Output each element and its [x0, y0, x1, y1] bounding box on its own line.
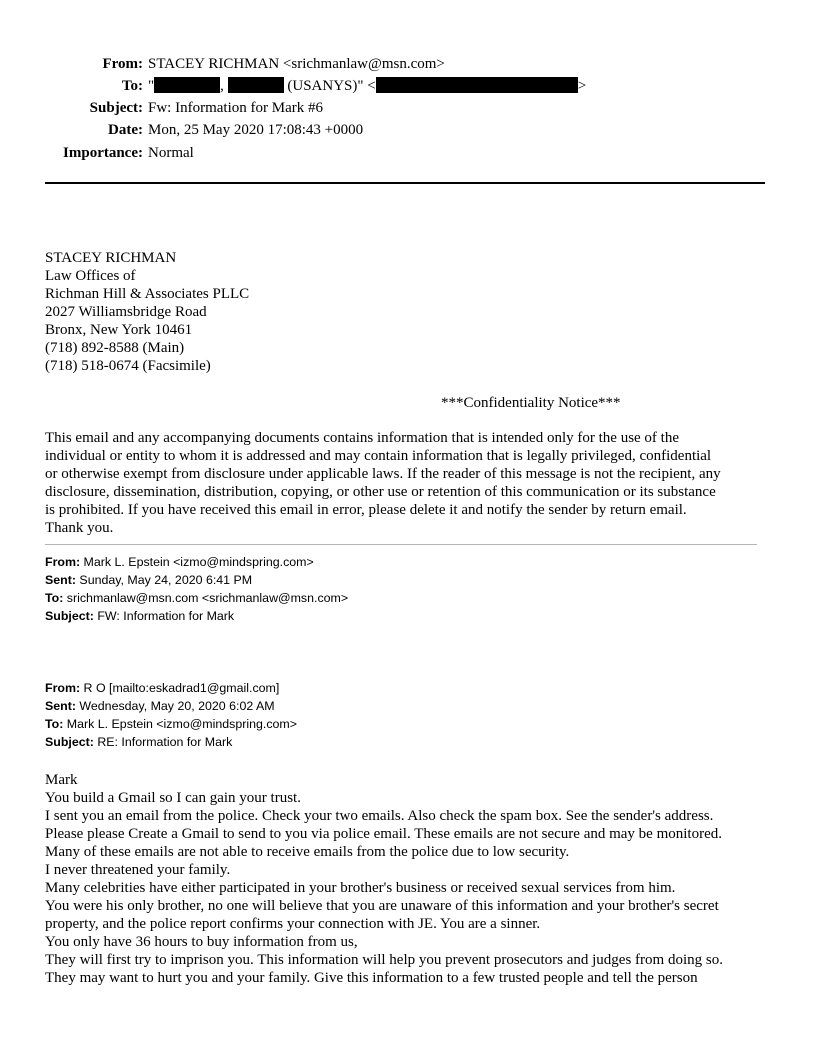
forward-header-1	[45, 553, 348, 625]
signature-line: Bronx, New York 10461	[45, 322, 193, 338]
forward-sent-value: Sunday, May 24, 2020 6:41 PM	[75, 573, 253, 587]
message-line: Please please Create a Gmail to send to you via police email. These emails are not secure and may be monitored.	[45, 826, 722, 842]
forward-from-label: From:	[45, 681, 81, 695]
confidentiality-line: is prohibited. If you have received this email in error, please delete it and notify the sender by return email.	[45, 502, 687, 518]
forward-sent-value: Wednesday, May 20, 2020 6:02 AM	[75, 699, 275, 713]
signature-line: Richman Hill & Associates PLLC	[45, 286, 250, 302]
message-line: Many of these emails are not able to receive emails from the police due to low security.	[45, 844, 570, 860]
forward-subject-label: Subject:	[45, 735, 94, 749]
header-to-row	[0, 75, 586, 97]
forward-to-label: To:	[45, 717, 64, 731]
forward-from-row	[45, 679, 297, 697]
to-comma: ,	[220, 78, 224, 94]
forward-to-value: srichmanlaw@msn.com <srichmanlaw@msn.com>	[63, 591, 349, 605]
confidentiality-title: ***Confidentiality Notice***	[441, 395, 621, 411]
forward-divider	[45, 544, 757, 545]
forward-subject-value: FW: Information for Mark	[93, 609, 235, 623]
redaction-box	[154, 77, 220, 93]
forward-to-row	[45, 589, 348, 607]
confidentiality-line: individual or entity to whom it is addressed and may contain information that is legally privileged, confidential	[45, 448, 712, 464]
message-line: I sent you an email from the police. Check your two emails. Also check the spam box. See the sender's address.	[45, 808, 714, 824]
message-line: Mark	[45, 772, 78, 788]
forward-to-label: To:	[45, 591, 64, 605]
forward-subject-row	[45, 607, 348, 625]
message-line: You build a Gmail so I can gain your trust.	[45, 790, 301, 806]
signature-line: (718) 518-0674 (Facsimile)	[45, 358, 211, 374]
header-to-value	[148, 75, 586, 97]
signature-line: Law Offices of	[45, 268, 136, 284]
header-importance-value: Normal	[148, 145, 194, 161]
header-subject-row	[0, 97, 323, 119]
header-from-value: STACEY RICHMAN <srichmanlaw@msn.com>	[148, 56, 445, 72]
forward-sent-label: Sent:	[45, 573, 76, 587]
confidentiality-line: This email and any accompanying documents contains information that is intended only for the use of the	[45, 430, 680, 446]
header-subject-label: Subject:	[89, 100, 143, 116]
forward-subject-row	[45, 733, 297, 751]
message-line: You were his only brother, no one will believe that you are unaware of this information and your brother's secret	[45, 898, 719, 914]
message-line: They may want to hurt you and your family. Give this information to a few trusted people and tell the person	[45, 970, 698, 986]
message-line: They will first try to imprison you. This information will help you prevent prosecutors and judges from doing so.	[45, 952, 723, 968]
to-usanys: (USANYS)" <	[287, 78, 376, 94]
forward-from-row	[45, 553, 348, 571]
header-date-value: Mon, 25 May 2020 17:08:43 +0000	[148, 122, 364, 138]
forward-sent-label: Sent:	[45, 699, 76, 713]
message-body	[45, 771, 723, 987]
header-importance-label: Importance:	[63, 145, 143, 161]
header-date-label: Date:	[108, 122, 143, 138]
redaction-box	[376, 77, 578, 93]
header-from-label: From:	[102, 56, 143, 72]
header-date-row	[0, 119, 363, 141]
confidentiality-line: or otherwise exempt from disclosure under applicable laws. If the reader of this message is not the recipient, any	[45, 466, 721, 482]
confidentiality-paragraph	[45, 429, 770, 537]
forward-subject-label: Subject:	[45, 609, 94, 623]
forward-from-label: From:	[45, 555, 81, 569]
header-importance-row	[0, 142, 194, 164]
header-from-row	[0, 53, 445, 75]
forward-from-value: Mark L. Epstein <izmo@mindspring.com>	[80, 555, 314, 569]
signature-line: 2027 Williamsbridge Road	[45, 304, 207, 320]
forward-to-value: Mark L. Epstein <izmo@mindspring.com>	[63, 717, 297, 731]
forward-to-row	[45, 715, 297, 733]
to-close: >	[577, 78, 587, 94]
forward-sent-row	[45, 571, 348, 589]
forward-header-2	[45, 679, 297, 751]
header-subject-value: Fw: Information for Mark #6	[148, 100, 323, 116]
forward-subject-value: RE: Information for Mark	[93, 735, 233, 749]
header-divider	[45, 182, 765, 184]
forward-from-value: R O [mailto:eskadrad1@gmail.com]	[80, 681, 280, 695]
signature-block	[45, 249, 249, 375]
signature-line: STACEY RICHMAN	[45, 250, 177, 266]
message-line: You only have 36 hours to buy information from us,	[45, 934, 358, 950]
to-quote-open: "	[148, 78, 155, 94]
message-line: Many celebrities have either participated in your brother's business or received sexual services from him.	[45, 880, 676, 896]
message-line: property, and the police report confirms your connection with JE. You are a sinner.	[45, 916, 541, 932]
forward-sent-row	[45, 697, 297, 715]
redaction-box	[228, 77, 284, 93]
header-to-label: To:	[121, 78, 143, 94]
confidentiality-line: disclosure, dissemination, distribution, copying, or other use or retention of this communication or its substance	[45, 484, 716, 500]
message-line: I never threatened your family.	[45, 862, 231, 878]
signature-line: (718) 892-8588 (Main)	[45, 340, 185, 356]
confidentiality-line: Thank you.	[45, 520, 114, 536]
